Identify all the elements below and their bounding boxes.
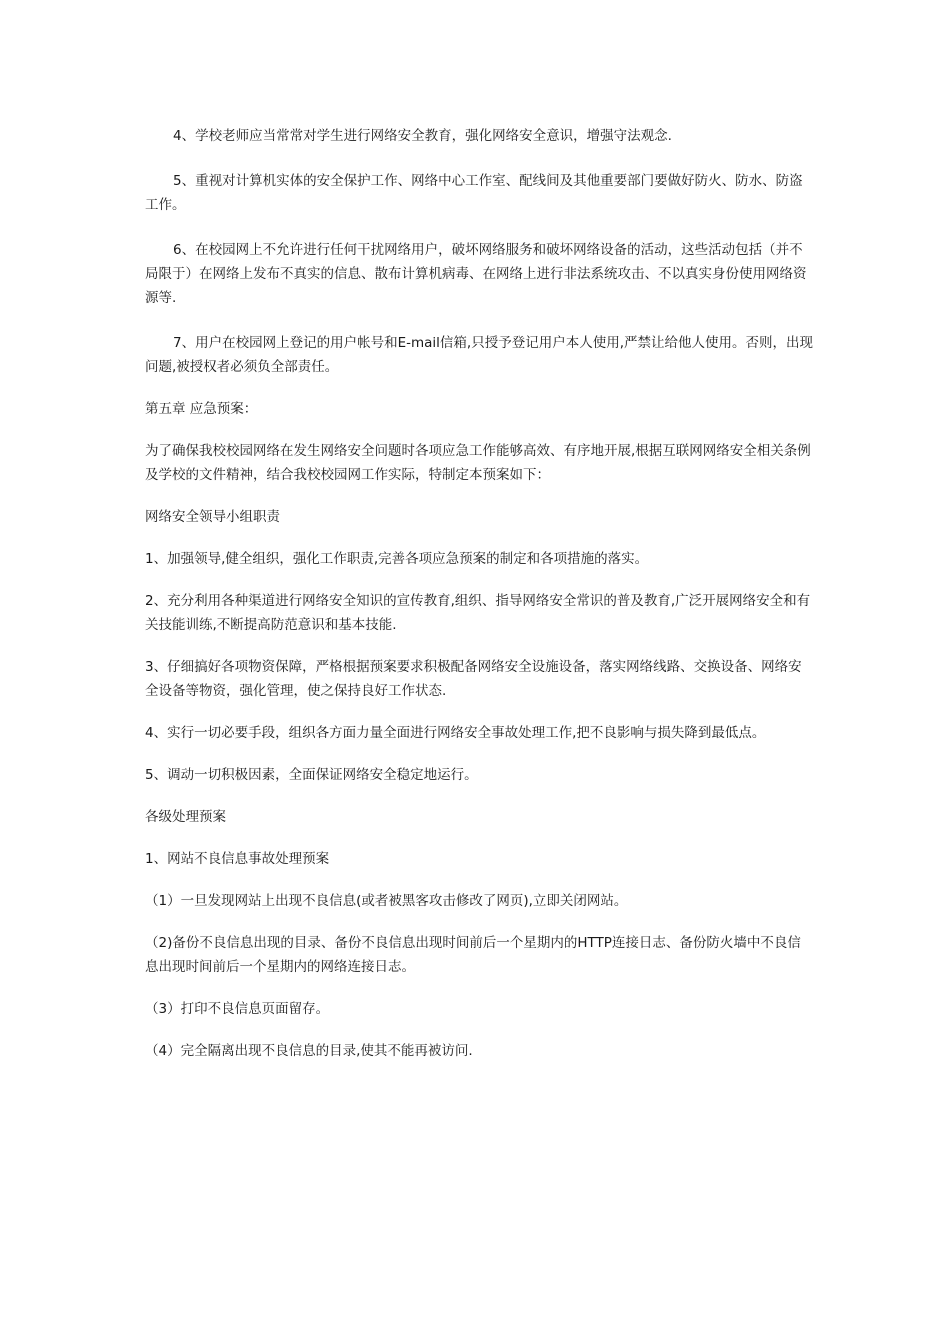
paragraph-step-4: （4）完全隔离出现不良信息的目录,使其不能再被访问.	[145, 1043, 473, 1059]
paragraph-rule-7: 7、用户在校园网上登记的用户帐号和E-mail信箱,只授予登记用户本人使用,严禁让给他人使用。否则，出现问题,被授权者必须负全部责任。	[145, 335, 813, 375]
paragraph-rule-4: 4、学校老师应当常常对学生进行网络安全教育，强化网络安全意识，增强守法观念.	[173, 128, 672, 144]
paragraph-step-2: （2)备份不良信息出现的目录、备份不良信息出现时间前后一个星期内的HTTP连接日志、备份防火墙中不良信息出现时间前后一个星期内的网络连接日志。	[145, 935, 801, 975]
paragraph-duty-4: 4、实行一切必要手段，组织各方面力量全面进行网络安全事故处理工作,把不良影响与损失降到最低点。	[145, 725, 766, 741]
paragraph-duty-1: 1、加强领导,健全组织，强化工作职责,完善各项应急预案的制定和各项措施的落实。	[145, 551, 649, 567]
paragraph-step-1: （1）一旦发现网站上出现不良信息(或者被黑客攻击修改了网页),立即关闭网站。	[145, 893, 628, 909]
section-heading-plans: 各级处理预案	[145, 809, 226, 825]
paragraph-duty-5: 5、调动一切积极因素，全面保证网络安全稳定地运行。	[145, 767, 478, 783]
paragraph-duty-2: 2、充分利用各种渠道进行网络安全知识的宣传教育,组织、指导网络安全常识的普及教育,广泛开展网络安全和有关技能训练,不断提高防范意识和基本技能.	[145, 593, 811, 633]
paragraph-rule-5: 5、重视对计算机实体的安全保护工作、网络中心工作室、配线间及其他重要部门要做好防火、防水、防盗工作。	[145, 173, 803, 213]
section-heading-leadership: 网络安全领导小组职责	[145, 509, 280, 525]
chapter-heading: 第五章 应急预案：	[145, 401, 258, 417]
paragraph-duty-3: 3、仔细搞好各项物资保障，严格根据预案要求积极配备网络安全设施设备，落实网络线路、交换设备、网络安全设备等物资，强化管理，使之保持良好工作状态.	[145, 659, 802, 699]
document-body	[145, 124, 813, 1063]
paragraph-step-3: （3）打印不良信息页面留存。	[145, 1001, 330, 1017]
paragraph-intro: 为了确保我校校园网络在发生网络安全问题时各项应急工作能够高效、有序地开展,根据互联网网络安全相关条例及学校的文件精神，结合我校校园网工作实际，特制定本预案如下：	[145, 443, 811, 483]
subsection-heading-website: 1、网站不良信息事故处理预案	[145, 851, 330, 867]
paragraph-rule-6: 6、在校园网上不允许进行任何干扰网络用户，破坏网络服务和破坏网络设备的活动，这些活动包括（并不局限于）在网络上发布不真实的信息、散布计算机病毒、在网络上进行非法系统攻击、不以真实身份使用网络资源等.	[145, 242, 807, 306]
